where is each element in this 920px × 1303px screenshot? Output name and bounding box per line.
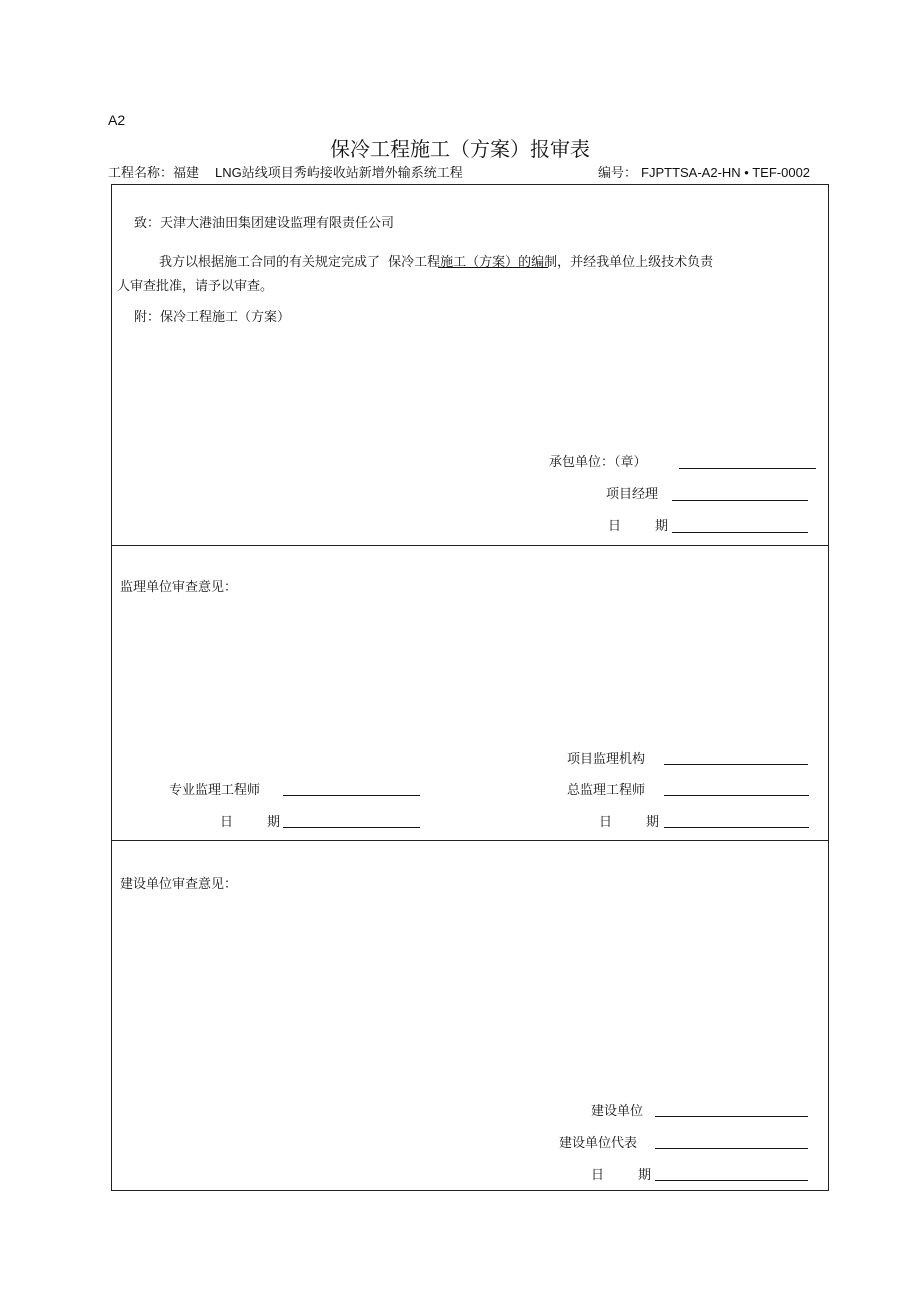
submission-body-line-1 [159, 251, 713, 270]
body-text-pre: 我方以根据施工合同的有关规定完成了 [159, 255, 381, 270]
supervision-org-signature-line[interactable] [664, 764, 808, 765]
owner-section [111, 840, 829, 1191]
date-signature-line[interactable] [672, 532, 808, 533]
owner-unit-signature-line[interactable] [655, 1116, 808, 1117]
project-name-label: 工程名称： [108, 166, 174, 181]
document-number-label: 编号： [598, 166, 638, 181]
specialist-engineer-signature-line[interactable] [283, 795, 420, 796]
fill-underline [438, 267, 548, 268]
date-label-2: 期 [655, 519, 669, 534]
specialist-date-label [220, 811, 280, 830]
body-text-fill: 保冷工程施工（方案） [388, 255, 519, 270]
body-text-post: 的编制，并经我单位上级技术负责 [518, 255, 714, 270]
specialist-date-line[interactable] [283, 827, 420, 828]
supervision-section [111, 545, 829, 841]
owner-unit-label: 建设单位 [591, 1104, 644, 1119]
supervision-heading: 监理单位审查意见： [120, 580, 238, 595]
date-label-2: 期 [267, 815, 281, 830]
date-label [608, 515, 668, 534]
submission-body-line-2: 人审查批准，请予以审查。 [117, 279, 274, 294]
submission-section [111, 184, 829, 546]
chief-engineer-signature-line[interactable] [664, 795, 809, 796]
owner-date-line[interactable] [655, 1180, 808, 1181]
contractor-label: 承包单位：（章） [549, 455, 647, 470]
owner-rep-label: 建设单位代表 [559, 1136, 638, 1151]
project-name-value-latin: LNG [215, 165, 242, 180]
specialist-engineer-label: 专业监理工程师 [169, 783, 261, 798]
chief-engineer-label: 总监理工程师 [567, 783, 646, 798]
project-name [108, 162, 463, 181]
attachment-line: 附：保冷工程施工（方案） [134, 310, 291, 325]
owner-heading: 建设单位审查意见： [120, 877, 238, 892]
project-manager-label: 项目经理 [606, 487, 659, 502]
date-label-2: 期 [646, 815, 660, 830]
document-number [598, 162, 810, 181]
project-name-value-post: 站线项目秀屿接收站新增外输系统工程 [241, 166, 463, 181]
owner-date-label [591, 1164, 651, 1183]
contractor-signature-line[interactable] [679, 468, 816, 469]
date-label-1: 日 [220, 815, 234, 830]
page-title: 保冷工程施工（方案）报审表 [330, 137, 590, 161]
addressee: 致：天津大港油田集团建设监理有限责任公司 [134, 216, 395, 231]
date-label-2: 期 [638, 1168, 652, 1183]
date-label-1: 日 [591, 1168, 605, 1183]
date-label-1: 日 [599, 815, 613, 830]
document-number-value: FJPTTSA-A2-HN • TEF-0002 [641, 165, 811, 180]
chief-date-label [599, 811, 659, 830]
project-manager-signature-line[interactable] [672, 500, 808, 501]
supervision-org-label: 项目监理机构 [567, 752, 646, 767]
date-label-1: 日 [608, 519, 622, 534]
owner-rep-signature-line[interactable] [655, 1148, 808, 1149]
chief-date-line[interactable] [664, 827, 809, 828]
project-name-value-pre: 福建 [173, 166, 200, 181]
document-code: A2 [108, 112, 126, 128]
